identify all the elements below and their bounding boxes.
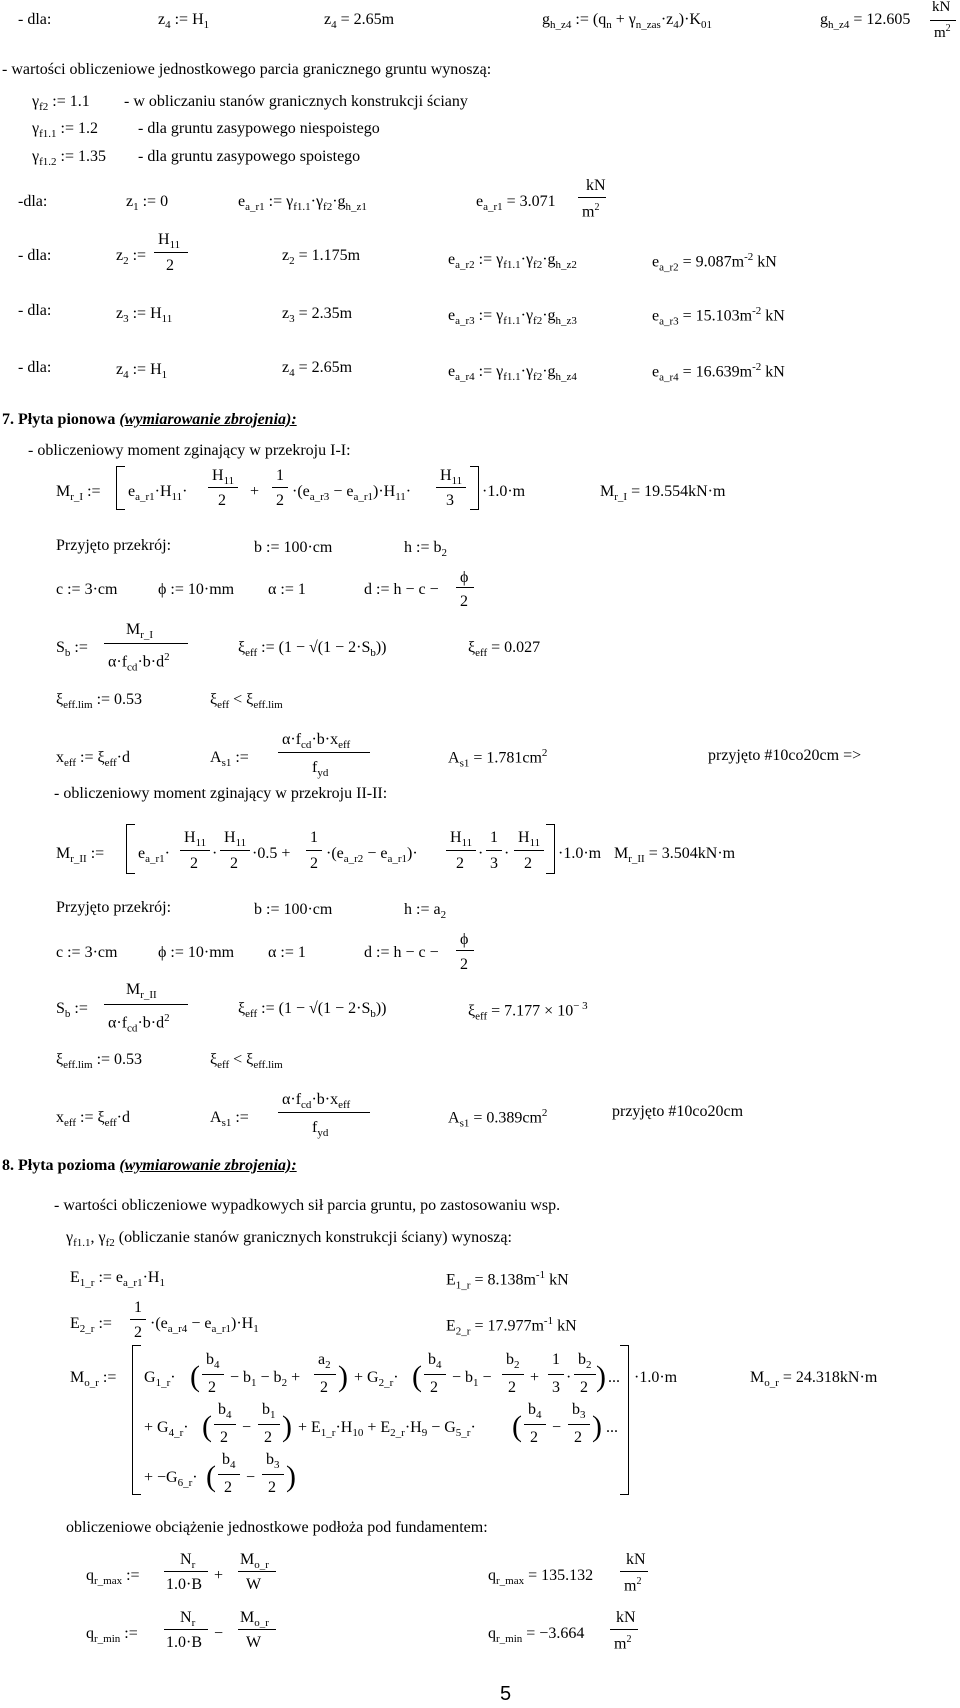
- mo-factor: ·1.0·m: [634, 1369, 678, 1386]
- m2-frac-a-den: 2: [190, 855, 198, 872]
- d2-definition: d := h − c −: [364, 944, 439, 961]
- mo-b2-den: 2: [508, 1379, 516, 1396]
- bracket-left: [126, 824, 135, 874]
- m1-frac1-den: 2: [218, 492, 226, 509]
- m2-half-num: 1: [310, 829, 318, 846]
- mo-g1: $G_{1\_r}\cdot$: [144, 1369, 176, 1390]
- level4-label: - dla:: [18, 359, 52, 376]
- mo-b3-num-2: $b_3$: [266, 1451, 280, 1472]
- mo-g2: + $G_{2\_r}\cdot$: [354, 1369, 399, 1390]
- mo-b4-num-4: $b_4$: [528, 1401, 542, 1422]
- gamma-f2-desc: - w obliczaniu stanów granicznych konstrukcji ściany: [124, 93, 468, 110]
- qmin-lhs: $q_{r\_min}$ :=: [86, 1625, 138, 1646]
- m2-frac-d-den: 3: [490, 855, 498, 872]
- fraction-line: [524, 1424, 546, 1425]
- m1-frac2-num: $H_{11}$: [440, 467, 463, 488]
- m2-frac-d-num: 1: [490, 829, 498, 846]
- paren-close: ): [286, 1460, 296, 1493]
- mo-lhs: $M_{o\_r}$ :=: [70, 1369, 117, 1390]
- mo-dot: ·: [566, 1369, 572, 1386]
- fraction-line: [306, 850, 322, 851]
- mo-b3-den: 2: [574, 1429, 582, 1446]
- bracket-left: [116, 466, 125, 510]
- mo-b3-num: $b_3$: [572, 1401, 586, 1422]
- page-number: 5: [500, 1683, 512, 1705]
- mo-value: $M_{o\_r} = 24.318kN\cdot m$: [750, 1369, 878, 1390]
- ear1-unit-den: $m^2$: [582, 202, 600, 221]
- mo-ellipsis-1: ...: [608, 1369, 620, 1386]
- gamma-f12-desc: - dla gruntu zasypowego spoistego: [138, 148, 361, 165]
- ear2-definition: $e_{a\_r2}$ := $\gamma_{f1.1}\cdot\gamma_{f2}\cdot g_{h\_z2}$: [448, 251, 577, 272]
- fraction-line: [574, 1374, 596, 1375]
- mo-b4-num-5: $b_4$: [222, 1451, 236, 1472]
- d1-frac-den: 2: [460, 593, 468, 610]
- ear4-value: $e_{a\_r4} = 16.639m^{-2}$ kN: [652, 361, 785, 384]
- qmin-n-num: $N_r$: [180, 1609, 196, 1630]
- as1-lhs: $A_{s1}$ :=: [210, 749, 249, 770]
- as2-value: $A_{s1} = 0.389cm^2$: [448, 1107, 548, 1130]
- gh-unit-den: $m^2$: [934, 23, 951, 41]
- z4b-value: $z_4 = 2.65m$: [282, 359, 353, 380]
- mo-b4-den-4: 2: [530, 1429, 538, 1446]
- z1-definition: $z_1$ := 0: [126, 193, 169, 214]
- mo-b2-den-2: 2: [580, 1379, 588, 1396]
- sb2-den: $\alpha\cdot f_{cd}\cdot b\cdot d^2$: [108, 1012, 170, 1035]
- fraction-line: [456, 587, 474, 588]
- m1-term1: $e_{a\_r1}\cdot H_{11}\cdot$: [128, 483, 188, 504]
- fraction-line: [202, 1374, 224, 1375]
- z4-value: $z_4 = 2.65m$: [324, 11, 395, 32]
- xilim2-definition: $\xi_{eff.lim}$ := 0.53: [56, 1051, 143, 1072]
- qmin-m-num: $M_{o\_r}$: [240, 1609, 269, 1630]
- m2-frac-e-num: $H_{11}$: [518, 829, 541, 850]
- paren-close: ): [338, 1360, 348, 1393]
- ear4-definition: $e_{a\_r4}$ := $\gamma_{f1.1}\cdot\gamma_{f2}\cdot g_{h\_z4}$: [448, 363, 577, 384]
- d2-frac-den: 2: [460, 956, 468, 973]
- sb1-num: $M_{r\_I}$: [126, 621, 154, 642]
- m2-frac-b-den: 2: [230, 855, 238, 872]
- as1-den: $f_{yd}$: [312, 759, 329, 780]
- fraction-line: [456, 950, 474, 951]
- qmin-unit-num: kN: [616, 1609, 636, 1626]
- section7-heading: 7. Płyta pionowa (wymiarowanie zbrojenia):: [2, 411, 297, 428]
- mo-minus-1: −: [242, 1419, 252, 1436]
- fraction-line: [214, 1424, 236, 1425]
- bracket-right: [470, 466, 479, 510]
- e2-lhs: $E_{2\_r}$ :=: [70, 1315, 112, 1336]
- xi1-comparison: $\xi_{eff} < \xi_{eff.lim}$: [210, 691, 283, 712]
- b2-definition: b := 100·cm: [254, 901, 333, 918]
- gh-value: $g_{h\_z4} = 12.605$: [820, 11, 911, 32]
- phi2-definition: ϕ := 10·mm: [158, 944, 235, 961]
- fraction-line: [548, 1374, 564, 1375]
- fraction-line: [610, 1629, 638, 1630]
- m2-term2: $\cdot(e_{a\_r2} - e_{a\_r1})\cdot$: [326, 845, 418, 866]
- d1-definition: d := h − c −: [364, 581, 439, 598]
- e2-half-num: 1: [134, 1299, 142, 1316]
- z2-definition: $z_2$ :=: [116, 247, 147, 268]
- bracket-right: [620, 1345, 629, 1495]
- gamma-f11-def: $\gamma_{f1.1}$ := 1.2: [32, 120, 98, 141]
- phi1-definition: ϕ := 10·mm: [158, 581, 235, 598]
- mo-minus-2: −: [552, 1419, 562, 1436]
- e1-value: $E_{1\_r} = 8.138m^{-1}$ kN: [446, 1269, 569, 1292]
- paren-close: ): [592, 1410, 602, 1443]
- m2-term1: $e_{a\_r1}\cdot$: [138, 845, 170, 866]
- e2-half-den: 2: [134, 1324, 142, 1341]
- paren-open: (: [190, 1360, 200, 1393]
- bracket-left: [132, 1345, 141, 1495]
- mo-b4-num-3: $b_4$: [218, 1401, 232, 1422]
- mo-g1-body: − $b_1 - b_2$ +: [230, 1369, 301, 1390]
- as1-num: $\alpha\cdot f_{cd}\cdot b\cdot x_{eff}$: [282, 731, 351, 752]
- m1-half-den: 2: [276, 492, 284, 509]
- fraction-line: [436, 487, 466, 488]
- level1-label: -dla:: [18, 193, 48, 210]
- z4-definition: $z_4$ := $H_1$: [158, 11, 210, 32]
- ear1-definition: $e_{a\_r1}$ := $\gamma_{f1.1}\cdot\gamma_{f2}\cdot g_{h\_z1}$: [238, 193, 367, 214]
- qmax-unit-den: $m^2$: [624, 1576, 642, 1595]
- level3-label: - dla:: [18, 302, 52, 319]
- m2-frac-c-num: $H_{11}$: [450, 829, 473, 850]
- m2-frac-b-num: $H_{11}$: [224, 829, 247, 850]
- mo-plus: +: [530, 1369, 540, 1386]
- fraction-line: [220, 850, 250, 851]
- m1-frac1-num: $H_{11}$: [212, 467, 235, 488]
- m2-frac-e-den: 2: [524, 855, 532, 872]
- fraction-line: [568, 1424, 590, 1425]
- qmax-m-num: $M_{o\_r}$: [240, 1551, 269, 1572]
- mo-b2-num: $b_2$: [506, 1351, 520, 1372]
- qmin-n-den: 1.0·B: [166, 1634, 202, 1651]
- gamma-f2-def: $\gamma_{f2}$ := 1.1: [32, 93, 90, 114]
- e1-definition: $E_{1\_r}$ := $e_{a\_r1}\cdot H_1$: [70, 1269, 165, 1290]
- as1-value: $A_{s1} = 1.781cm^2$: [448, 747, 548, 770]
- qmax-n-num: $N_r$: [180, 1551, 196, 1572]
- as2-num: $\alpha\cdot f_{cd}\cdot b\cdot x_{eff}$: [282, 1091, 351, 1112]
- h2-definition: h := $a_2$: [404, 901, 447, 922]
- mo-b2-num-2: $b_2$: [578, 1351, 592, 1372]
- mo-b4-num-2: $b_4$: [428, 1351, 442, 1372]
- paren-close: ): [596, 1360, 606, 1393]
- fraction-line: [262, 1474, 284, 1475]
- przyjeto2-text: przyjęto #10co20cm: [612, 1103, 744, 1120]
- mo-third-den: 3: [552, 1379, 560, 1396]
- fraction-line: [154, 252, 188, 253]
- level2-label: - dla:: [18, 247, 52, 264]
- sb1-lhs: $S_b$ :=: [56, 639, 88, 660]
- e2-term: $\cdot(e_{a\_r4} - e_{a\_r1})\cdot H_1$: [150, 1315, 259, 1336]
- m1-half-num: 1: [276, 467, 284, 484]
- qmax-lhs: $q_{r\_max}$ :=: [86, 1567, 140, 1588]
- h1-definition: h := $b_2$: [404, 539, 447, 560]
- m2-half-factor: ·0.5 +: [252, 845, 291, 862]
- xeff1-definition: $x_{eff}$ := $\xi_{eff}\cdot d$: [56, 749, 130, 770]
- m2-dot3: ·: [504, 845, 510, 862]
- alpha2-definition: α := 1: [268, 944, 306, 961]
- m2-half-den: 2: [310, 855, 318, 872]
- xi2-comparison: $\xi_{eff} < \xi_{eff.lim}$: [210, 1051, 283, 1072]
- as2-lhs: $A_{s1}$ :=: [210, 1109, 249, 1130]
- m2-label: - obliczeniowy moment zginający w przekroju II-II:: [54, 785, 388, 802]
- qmax-plus: +: [214, 1567, 224, 1584]
- mo-b4-den-3: 2: [220, 1429, 228, 1446]
- gh-definition: $g_{h\_z4}$ := $(q_n + \gamma_{n\_zas}\cdot z_4)\cdot K_{01}$: [542, 11, 712, 32]
- section7-paren: (wymiarowanie zbrojenia):: [119, 411, 297, 428]
- m2-factor: ·1.0·m: [558, 845, 602, 862]
- fraction-line: [104, 1004, 188, 1005]
- gamma-f11-desc: - dla gruntu zasypowego niespoistego: [138, 120, 380, 137]
- mo-ellipsis-2: ...: [606, 1419, 618, 1436]
- bracket-right: [546, 824, 555, 874]
- fraction-line: [238, 1629, 276, 1630]
- gh-unit-num: kN: [932, 0, 951, 15]
- fraction-line: [104, 643, 188, 644]
- fraction-line: [446, 850, 476, 851]
- m1-label: - obliczeniowy moment zginający w przekroju I-I:: [28, 442, 351, 459]
- fraction-line: [164, 1629, 208, 1630]
- m1-lhs: $M_{r\_I}$ :=: [56, 483, 101, 504]
- as2-den: $f_{yd}$: [312, 1119, 329, 1140]
- qmax-n-den: 1.0·B: [166, 1576, 202, 1593]
- fraction-line: [278, 752, 370, 753]
- m1-term2: $\cdot(e_{a\_r3} - e_{a\_r1})\cdot H_{11}\cdot$: [292, 483, 412, 504]
- m2-dot1: ·: [212, 845, 218, 862]
- m1-value: $M_{r\_I} = 19.554kN\cdot m$: [600, 483, 726, 504]
- fraction-line: [130, 1319, 146, 1320]
- gamma-f12-def: $\gamma_{f1.2}$ := 1.35: [32, 148, 106, 169]
- z2-value: $z_2 = 1.175m$: [282, 247, 361, 268]
- qmin-unit-den: $m^2$: [614, 1634, 632, 1653]
- fraction-line: [620, 1571, 648, 1572]
- mo-g6: + $-G_{6\_r}\cdot$: [144, 1469, 198, 1490]
- d2-frac-num: ϕ: [460, 931, 469, 948]
- fraction-line: [180, 850, 210, 851]
- przekroj1-label: Przyjęto przekrój:: [56, 537, 172, 554]
- qmax-unit-num: kN: [626, 1551, 646, 1568]
- mo-a2-den: 2: [320, 1379, 328, 1396]
- qmin-value: $q_{r\_min} = -3.664$: [488, 1625, 585, 1646]
- alpha1-definition: α := 1: [268, 581, 306, 598]
- paren-open: (: [206, 1460, 216, 1493]
- xi1-value: $\xi_{eff} = 0.027$: [468, 639, 541, 660]
- ear1-value: $e_{a\_r1} = 3.071$: [476, 193, 556, 214]
- z2-denominator: 2: [166, 257, 174, 274]
- fraction-line: [164, 1571, 208, 1572]
- przekroj2-label: Przyjęto przekrój:: [56, 899, 172, 916]
- xi2-value: $\xi_{eff} = 7.177 \times 10^{- 3}$: [468, 1000, 588, 1023]
- c2-definition: c := 3·cm: [56, 944, 118, 961]
- ear3-definition: $e_{a\_r3}$ := $\gamma_{f1.1}\cdot\gamma_{f2}\cdot g_{h\_z3}$: [448, 307, 577, 328]
- fraction-line: [502, 1374, 524, 1375]
- mo-minus-3: −: [246, 1469, 256, 1486]
- b1-definition: b := 100·cm: [254, 539, 333, 556]
- qmax-value: $q_{r\_max} = 135.132$: [488, 1567, 594, 1588]
- mo-b3-den-2: 2: [268, 1479, 276, 1496]
- fraction-line: [238, 1571, 276, 1572]
- z3-definition: $z_3$ := $H_{11}$: [116, 305, 173, 326]
- xi2-definition: $\xi_{eff}$ := $(1 - √(1 - 2\cdot S_b))$: [238, 1000, 387, 1021]
- mo-b4-den-2: 2: [430, 1379, 438, 1396]
- qmin-minus: −: [214, 1625, 224, 1642]
- paren-open: (: [512, 1410, 522, 1443]
- m1-frac2-den: 3: [446, 492, 454, 509]
- e2-value: $E_{2\_r} = 17.977m^{-1}$ kN: [446, 1315, 577, 1338]
- paren-open: (: [202, 1410, 212, 1443]
- mo-b4-den-5: 2: [224, 1479, 232, 1496]
- sb2-num: $M_{r\_II}$: [126, 981, 157, 1002]
- sb2-lhs: $S_b$ :=: [56, 1000, 88, 1021]
- fraction-line: [514, 850, 544, 851]
- paren-open: (: [412, 1360, 422, 1393]
- ear2-value: $e_{a\_r2} = 9.087m^{-2}$ kN: [652, 251, 777, 274]
- z3-value: $z_3 = 2.35m$: [282, 305, 353, 326]
- mo-a2-num: $a_2$: [318, 1351, 331, 1372]
- fraction-line: [272, 487, 288, 488]
- m2-frac-a-num: $H_{11}$: [184, 829, 207, 850]
- fraction-line: [578, 197, 606, 198]
- fraction-line: [258, 1424, 280, 1425]
- ear3-value: $e_{a\_r3} = 15.103m^{-2}$ kN: [652, 305, 785, 328]
- fraction-line: [314, 1374, 336, 1375]
- section8-intro1: - wartości obliczeniowe wypadkowych sił parcia gruntu, po zastosowaniu wsp.: [54, 1197, 561, 1214]
- fraction-line: [486, 850, 502, 851]
- xeff2-definition: $x_{eff}$ := $\xi_{eff}\cdot d$: [56, 1109, 130, 1130]
- mo-third-num: 1: [552, 1351, 560, 1368]
- c1-definition: c := 3·cm: [56, 581, 118, 598]
- m2-value: $M_{r\_II} = 3.504kN\cdot m$: [614, 845, 736, 866]
- q-intro: obliczeniowe obciążenie jednostkowe podłoża pod fundamentem:: [66, 1519, 488, 1536]
- z2-numerator: $H_{11}$: [158, 231, 181, 252]
- qmin-m-den: W: [246, 1634, 262, 1651]
- przyjeto1-text: przyjęto #10co20cm =>: [708, 747, 862, 764]
- mo-b4-num-1: $b_4$: [206, 1351, 220, 1372]
- fraction-line: [424, 1374, 446, 1375]
- fraction-line: [278, 1112, 370, 1113]
- m1-factor: ·1.0·m: [482, 483, 526, 500]
- xilim1-definition: $\xi_{eff.lim}$ := 0.53: [56, 691, 143, 712]
- m2-lhs: $M_{r\_II}$ :=: [56, 845, 105, 866]
- mo-e-terms: + $E_{1\_r}\cdot H_{10} + E_{2\_r}\cdot H_9 - G_{5\_r}\cdot$: [298, 1419, 476, 1440]
- d1-frac-num: ϕ: [460, 569, 469, 586]
- paren-close: ): [282, 1410, 292, 1443]
- mo-b1-den: 2: [264, 1429, 272, 1446]
- mo-g2-body: − $b_1$ −: [452, 1369, 492, 1390]
- qmax-m-den: W: [246, 1576, 262, 1593]
- fraction-line: [930, 20, 956, 21]
- partial-intro: - wartości obliczeniowe jednostkowego parcia granicznego gruntu wynoszą:: [2, 61, 492, 78]
- m2-dot2: ·: [478, 845, 484, 862]
- mo-b1-num: $b_1$: [262, 1401, 276, 1422]
- ear1-unit-num: kN: [586, 177, 606, 194]
- section8-paren: (wymiarowanie zbrojenia):: [119, 1157, 297, 1174]
- section8-heading: 8. Płyta pozioma (wymiarowanie zbrojenia):: [2, 1157, 297, 1174]
- fraction-line: [218, 1474, 240, 1475]
- mo-b4-den-1: 2: [208, 1379, 216, 1396]
- top-label: - dla:: [18, 11, 52, 28]
- fraction-line: [208, 487, 238, 488]
- section8-intro2: $\gamma_{f1.1}$, $\gamma_{f2}$ (obliczanie stanów granicznych konstrukcji ściany) wynoszą:: [66, 1229, 512, 1250]
- mo-g4: + $G_{4\_r}\cdot$: [144, 1419, 189, 1440]
- m2-frac-c-den: 2: [456, 855, 464, 872]
- m1-plus: +: [250, 483, 260, 500]
- sb1-den: $\alpha\cdot f_{cd}\cdot b\cdot d^2$: [108, 651, 170, 674]
- xi1-definition: $\xi_{eff}$ := $(1 - √(1 - 2\cdot S_b))$: [238, 639, 387, 660]
- z4b-definition: $z_4$ := $H_1$: [116, 361, 168, 382]
